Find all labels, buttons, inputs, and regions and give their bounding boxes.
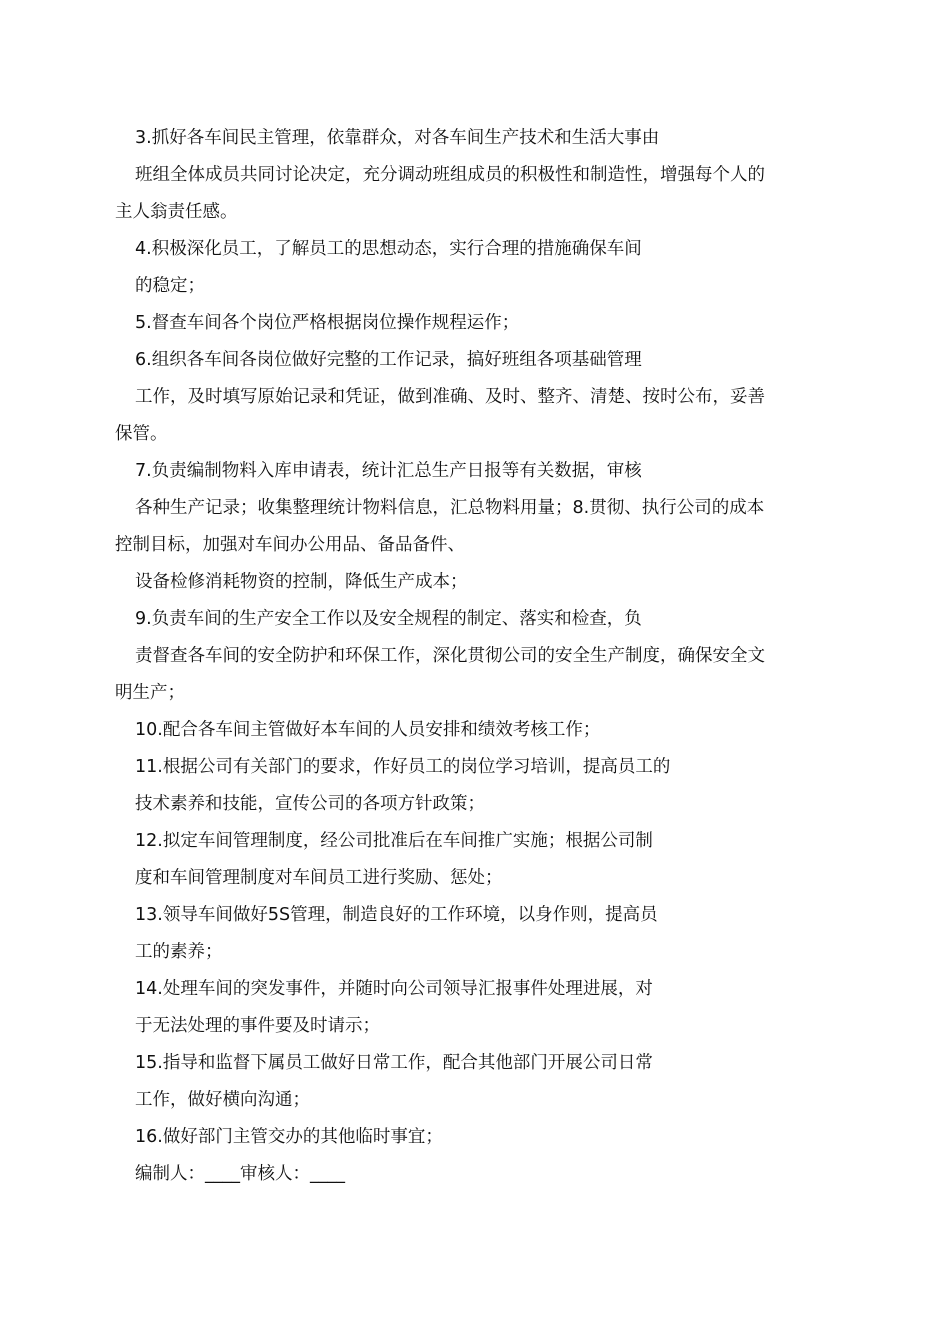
text-line: 责督查各车间的安全防护和环保工作，深化贯彻公司的安全生产制度，确保安全文: [135, 646, 765, 666]
text-line: 于无法处理的事件要及时请示；: [135, 1016, 380, 1036]
text-line: 14.处理车间的突发事件，并随时向公司领导汇报事件处理进展，对: [135, 979, 653, 999]
text-line: 6.组织各车间各岗位做好完整的工作记录，搞好班组各项基础管理: [135, 350, 642, 370]
text-line: 工的素养；: [135, 942, 223, 962]
text-line: 度和车间管理制度对车间员工进行奖励、惩处；: [135, 868, 503, 888]
text-line: 11.根据公司有关部门的要求，作好员工的岗位学习培训，提高员工的: [135, 757, 671, 777]
text-line: 3.抓好各车间民主管理，依靠群众，对各车间生产技术和生活大事由: [135, 128, 660, 148]
text-line: 12.拟定车间管理制度，经公司批准后在车间推广实施；根据公司制: [135, 831, 653, 851]
text-line: 控制目标，加强对车间办公用品、备品备件、: [115, 535, 465, 555]
text-line: 13.领导车间做好5S管理，制造良好的工作环境，以身作则，提高员: [135, 905, 658, 925]
text-line: 工作，及时填写原始记录和凭证，做到准确、及时、整齐、清楚、按时公布，妥善: [135, 387, 765, 407]
text-line: 5.督查车间各个岗位严格根据岗位操作规程运作；: [135, 313, 520, 333]
text-line: 7.负责编制物料入库申请表，统计汇总生产日报等有关数据，审核: [135, 461, 642, 481]
text-line: 主人翁责任感。: [115, 202, 238, 222]
text-line: 各种生产记录；收集整理统计物料信息，汇总物料用量；8.贯彻、执行公司的成本: [135, 498, 765, 518]
text-line: 的稳定；: [135, 276, 205, 296]
text-line: 设备检修消耗物资的控制，降低生产成本；: [135, 572, 468, 592]
text-line: 16.做好部门主管交办的其他临时事宜；: [135, 1127, 443, 1147]
document-body: [115, 120, 840, 1193]
text-line: 保管。: [115, 424, 168, 444]
text-line: 工作，做好横向沟通；: [135, 1090, 310, 1110]
text-line: 10.配合各车间主管做好本车间的人员安排和绩效考核工作；: [135, 720, 601, 740]
text-line: 15.指导和监督下属员工做好日常工作，配合其他部门开展公司日常: [135, 1053, 653, 1073]
text-line: 明生产；: [115, 683, 185, 703]
text-line: 班组全体成员共同讨论决定，充分调动班组成员的积极性和制造性，增强每个人的: [135, 165, 765, 185]
text-line: 9.负责车间的生产安全工作以及安全规程的制定、落实和检查，负: [135, 609, 642, 629]
text-line: 技术素养和技能，宣传公司的各项方针政策；: [135, 794, 485, 814]
text-line: 4.积极深化员工，了解员工的思想动态，实行合理的措施确保车间: [135, 239, 642, 259]
signature-line: 编制人：____审核人：____: [135, 1164, 345, 1184]
